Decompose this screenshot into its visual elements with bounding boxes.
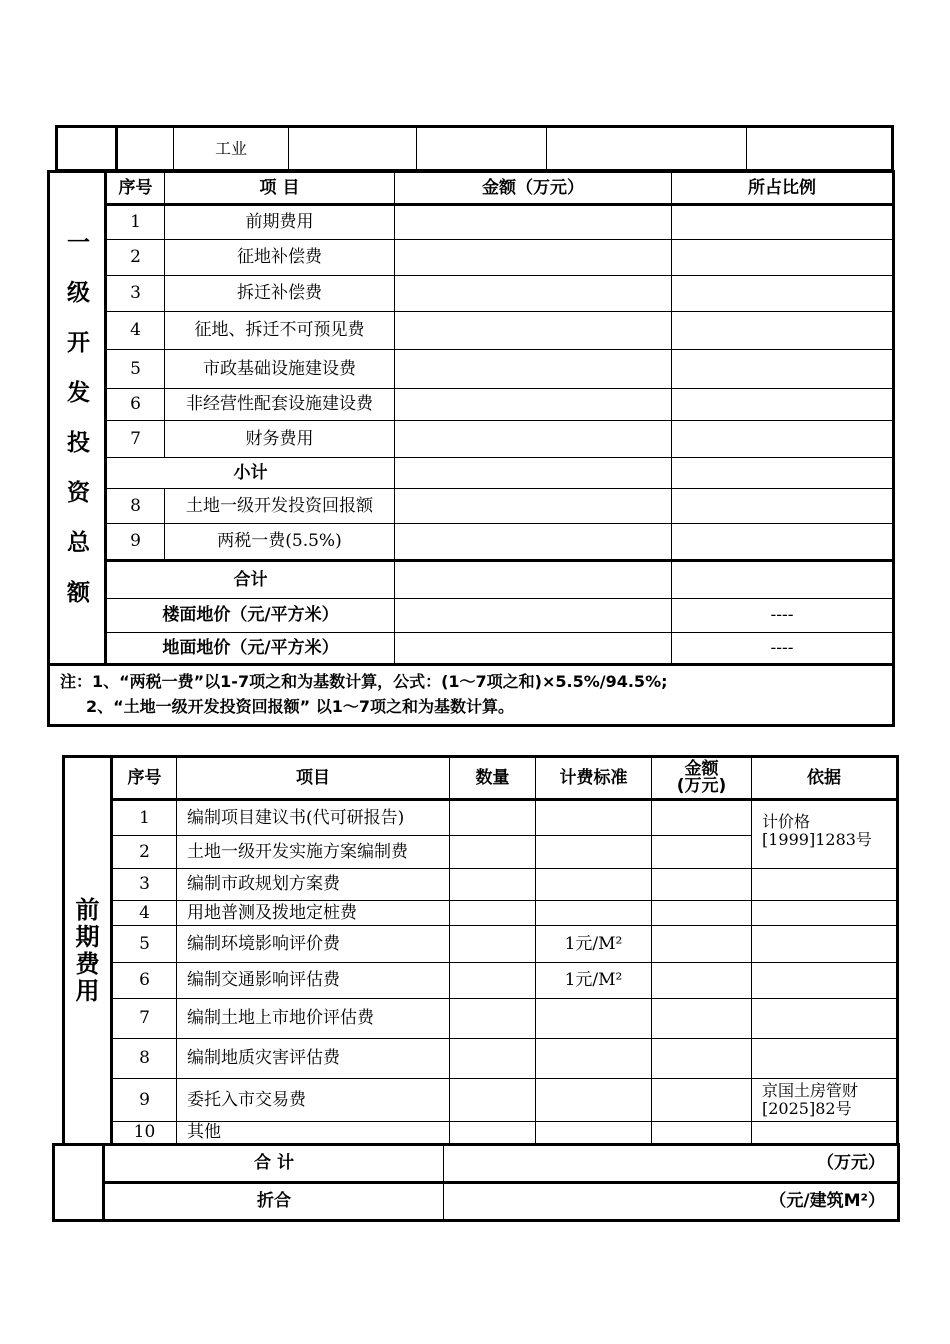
top-strip-table <box>55 125 894 172</box>
amount-cell <box>652 800 752 836</box>
ratio-cell <box>672 276 894 312</box>
row-no: 9 <box>106 524 165 561</box>
amount-cell <box>395 276 672 312</box>
qty-cell <box>450 836 536 869</box>
amount-cell <box>652 901 752 926</box>
row-no: 10 <box>112 1122 177 1144</box>
ratio-cell <box>672 240 894 276</box>
amount-cell <box>652 1039 752 1079</box>
header-no: 序号 <box>106 172 165 205</box>
amount-cell <box>395 633 672 665</box>
qty-cell <box>450 926 536 963</box>
row-no: 9 <box>112 1079 177 1122</box>
row-item: 编制地质灾害评估费 <box>177 1039 450 1079</box>
standard-cell: 1元/M² <box>536 926 652 963</box>
qty-cell <box>450 869 536 901</box>
ratio-cell <box>672 389 894 421</box>
ratio-cell <box>672 524 894 561</box>
standard-cell: 1元/M² <box>536 963 652 999</box>
side-label: 一级开发投资总额 <box>49 172 106 665</box>
floor-ratio: ---- <box>672 599 894 633</box>
amount-cell <box>652 999 752 1039</box>
qty-cell <box>450 1079 536 1122</box>
strip-cell <box>417 127 547 171</box>
row-no: 6 <box>112 963 177 999</box>
header-standard: 计费标准 <box>536 757 652 800</box>
standard-cell <box>536 800 652 836</box>
row-no: 6 <box>106 389 165 421</box>
ratio-cell <box>672 561 894 599</box>
row-item: 市政基础设施建设费 <box>165 350 395 389</box>
row-no: 5 <box>112 926 177 963</box>
header-no: 序号 <box>112 757 177 800</box>
amount-cell <box>395 561 672 599</box>
row-item: 委托入市交易费 <box>177 1079 450 1122</box>
row-no: 4 <box>106 312 165 350</box>
preliminary-cost-table <box>62 755 899 1144</box>
amount-cell <box>395 524 672 561</box>
row-item: 其他 <box>177 1122 450 1144</box>
basis-cell: 计价格 [1999]1283号 <box>752 800 898 869</box>
ratio-cell <box>672 350 894 389</box>
total-unit: （万元） <box>444 1145 899 1183</box>
amount-cell <box>395 350 672 389</box>
convert-label: 折合 <box>104 1183 444 1221</box>
qty-cell <box>450 800 536 836</box>
row-item: 征地、拆迁不可预见费 <box>165 312 395 350</box>
row-item: 编制环境影响评价费 <box>177 926 450 963</box>
standard-cell <box>536 836 652 869</box>
blank-cell <box>54 1145 104 1221</box>
amount-cell <box>395 599 672 633</box>
ground-ratio: ---- <box>672 633 894 665</box>
row-no: 2 <box>112 836 177 869</box>
row-no: 1 <box>106 205 165 240</box>
standard-cell <box>536 869 652 901</box>
row-no: 4 <box>112 901 177 926</box>
convert-unit: （元/建筑M²） <box>444 1183 899 1221</box>
header-qty: 数量 <box>450 757 536 800</box>
header-amount: 金额 (万元) <box>652 757 752 800</box>
header-ratio: 所占比例 <box>672 172 894 205</box>
strip-label: 工业 <box>174 127 289 171</box>
note-line-1: 注：1、“两税一费”以1-7项之和为基数计算，公式：(1～7项之和)×5.5%/94.5%; <box>60 672 668 691</box>
row-item: 编制项目建议书(代可研报告) <box>177 800 450 836</box>
header-amount: 金额（万元） <box>395 172 672 205</box>
floor-price-label: 楼面地价（元/平方米） <box>106 599 395 633</box>
strip-cell <box>547 127 747 171</box>
basis-cell <box>752 999 898 1039</box>
strip-cell <box>289 127 417 171</box>
standard-cell <box>536 999 652 1039</box>
strip-cell <box>117 127 174 171</box>
header-basis: 依据 <box>752 757 898 800</box>
amount-cell <box>395 389 672 421</box>
qty-cell <box>450 901 536 926</box>
basis-cell <box>752 1122 898 1144</box>
amount-cell <box>395 458 672 489</box>
basis-cell: 京国土房管财 [2025]82号 <box>752 1079 898 1122</box>
preliminary-total-table <box>52 1143 900 1222</box>
amount-cell <box>395 205 672 240</box>
amount-cell <box>652 926 752 963</box>
basis-cell <box>752 963 898 999</box>
strip-cell <box>57 127 117 171</box>
row-item: 用地普测及拨地定桩费 <box>177 901 450 926</box>
row-item: 编制交通影响评估费 <box>177 963 450 999</box>
row-no: 2 <box>106 240 165 276</box>
ratio-cell <box>672 205 894 240</box>
amount-cell <box>395 240 672 276</box>
row-item: 非经营性配套设施建设费 <box>165 389 395 421</box>
basis-cell <box>752 926 898 963</box>
standard-cell <box>536 1039 652 1079</box>
amount-cell <box>652 963 752 999</box>
notes <box>49 665 894 726</box>
ground-price-label: 地面地价（元/平方米） <box>106 633 395 665</box>
side-label: 前期费用 <box>64 757 112 1144</box>
standard-cell <box>536 1122 652 1144</box>
row-no: 8 <box>106 489 165 524</box>
row-no: 5 <box>106 350 165 389</box>
row-item: 编制市政规划方案费 <box>177 869 450 901</box>
row-item: 拆迁补偿费 <box>165 276 395 312</box>
note-line-2: 2、“土地一级开发投资回报额” 以1～7项之和为基数计算。 <box>86 696 515 716</box>
qty-cell <box>450 1122 536 1144</box>
row-item: 两税一费(5.5%) <box>165 524 395 561</box>
row-item: 土地一级开发实施方案编制费 <box>177 836 450 869</box>
row-no: 3 <box>106 276 165 312</box>
qty-cell <box>450 963 536 999</box>
row-no: 7 <box>112 999 177 1039</box>
ratio-cell <box>672 312 894 350</box>
investment-total-table <box>47 170 895 727</box>
amount-cell <box>652 1079 752 1122</box>
amount-cell <box>395 312 672 350</box>
standard-cell <box>536 901 652 926</box>
qty-cell <box>450 1039 536 1079</box>
amount-cell <box>395 421 672 458</box>
total-label: 合 计 <box>104 1145 444 1183</box>
basis-cell <box>752 869 898 901</box>
amount-cell <box>395 489 672 524</box>
amount-cell <box>652 1122 752 1144</box>
amount-cell <box>652 836 752 869</box>
header-item: 项目 <box>177 757 450 800</box>
row-item: 土地一级开发投资回报额 <box>165 489 395 524</box>
row-item: 征地补偿费 <box>165 240 395 276</box>
strip-cell <box>747 127 893 171</box>
total-label: 合计 <box>106 561 395 599</box>
row-item: 财务费用 <box>165 421 395 458</box>
basis-cell <box>752 1039 898 1079</box>
subtotal-label: 小计 <box>106 458 395 489</box>
qty-cell <box>450 999 536 1039</box>
header-item: 项 目 <box>165 172 395 205</box>
row-no: 3 <box>112 869 177 901</box>
amount-cell <box>652 869 752 901</box>
ratio-cell <box>672 458 894 489</box>
basis-cell <box>752 901 898 926</box>
row-item: 前期费用 <box>165 205 395 240</box>
ratio-cell <box>672 489 894 524</box>
ratio-cell <box>672 421 894 458</box>
row-item: 编制土地上市地价评估费 <box>177 999 450 1039</box>
row-no: 8 <box>112 1039 177 1079</box>
standard-cell <box>536 1079 652 1122</box>
row-no: 7 <box>106 421 165 458</box>
row-no: 1 <box>112 800 177 836</box>
